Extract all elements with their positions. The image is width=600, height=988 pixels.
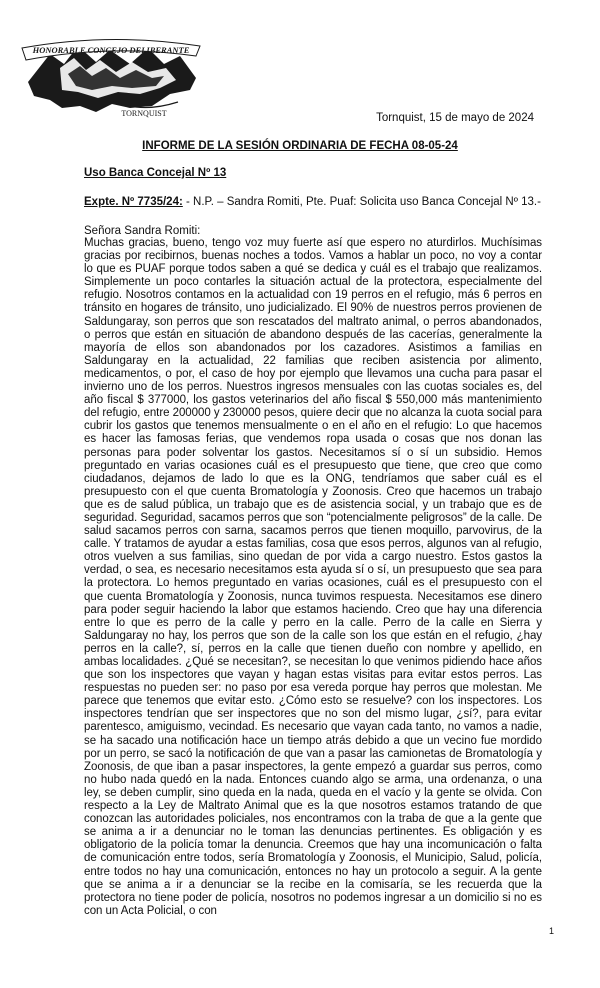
- logo-banner-text: HONORABLE CONCEJO DELIBERANTE: [32, 45, 190, 55]
- expediente-number: Expte. Nº 7735/24:: [84, 196, 183, 208]
- expediente-line: [84, 196, 541, 208]
- section-heading: Uso Banca Concejal Nº 13: [84, 167, 227, 179]
- logo-city-text: TORNQUIST: [121, 109, 167, 118]
- document-title: INFORME DE LA SESIÓN ORDINARIA DE FECHA 08-05-24: [142, 140, 458, 152]
- expediente-description: - N.P. – Sandra Romiti, Pte. Puaf: Solicita uso Banca Concejal Nº 13.-: [182, 196, 541, 208]
- speaker-name: Señora Sandra Romiti:: [84, 225, 201, 237]
- document-date: Tornquist, 15 de mayo de 2024: [376, 112, 534, 124]
- speech-body: Muchas gracias, bueno, tengo voz muy fuerte así que espero no aturdirlos. Muchísimas gracias por recibirnos, buenas noches a todos. Vamos a hablar un poco, no voy a contar lo que es PUAF porque todos saben a qué se dedica y cuál es el trabajo que realizamos. Simplemente un poco contarles la situación actual de la protectora, especialmente del refugio. Nosotros contamos en la actualidad con 19 perros en el refugio, más 6 perros en tránsito en hogares de tránsito, uno judicializado. El 90% de nuestros perros provienen de Saldungaray, son perros que son rescatados del maltrato animal, o perros abandonados, o perros que están en situación de abandono después de las cacerías, generalmente la mayoría de ellos son abandonados por los cazadores. Asistimos a familias en Saldungaray en la actualidad, 22 familias que reciben asistencia por alimento, medicamentos, o por, el caso de hoy por ejemplo que llevamos una cucha para pasar el invierno uno de los perros. Nuestros ingresos mensuales con las cuotas sociales es, del año fiscal $ 377000, los gastos veterinarios del año fiscal $ 550,000 más mantenimiento del refugio, entre 200000 y 230000 pesos, quiere decir que no alcanza la cuota social para cubrir los gastos que tenemos mensualmente o en el año en el refugio: Lo que hacemos es hacer las famosas ferias, que vendemos ropa usada o cosas que nos donan las personas para poder solventar los gastos. Necesitamos sí o sí un subsidio. Hemos preguntado en varias ocasiones cuál es el presupuesto que tiene, que creo que como ciudadanos, dejamos de lado lo que es la ONG, tendríamos que saber cuál es el presupuesto con el que cuenta Bromatología y Zoonosis. Creo que hacemos un trabajo que es de salud pública, un trabajo que es de asistencia social, y un trabajo que es de seguridad. Seguridad, sacamos perros que son “potencialmente peligrosos” de la calle. De salud sacamos perros con sarna, sacamos perros que tienen moquillo, parvovirus, de la calle. Y tratamos de ayudar a estas familias, cosa que esos perros, algunos van al refugio, otros vuelven a sus familias, sino quedan de por vida a cargo nuestro. Estos gastos la verdad, o sea, es necesario necesitamos esta ayuda sí o sí, un presupuesto que sea para la protectora. Lo hemos preguntado en varias ocasiones, cuál es el presupuesto con el que cuenta Bromatología y Zoonosis, nunca tuvimos respuesta. Necesitamos ese dinero para poder seguir haciendo la labor que estamos haciendo. Creo que hay una diferencia entre lo que es perro de la calle y perro en la calle. Perro de la calle en Sierra y Saldungaray no hay, los perros que son de la calle son los que están en el refugio, ¿hay perros en la calle?, sí, perros en la calle que tienen dueño con nombre y apellido, en ambas localidades. ¿Qué se necesitan?, se necesitan lo que venimos pidiendo hace años que son los inspectores que vayan y hagan estas visitas para evitar estos perros. Las respuestas no pueden ser: no paso por esa vereda porque hay perros que molestan. Me parece que tenemos que evitar esto. ¿Cómo esto se resuelve? con los inspectores. Los inspectores tendrían que ser inspectores que no son del mismo lugar, ¿sí?, para evitar parentesco, amiguismo, vecindad. Es necesario que vayan cada tanto, no vamos a nadie, se ha sacado una notificación hace un tiempo atrás debido a que un vecino fue mordido por un perro, se sacó la notificación de que van a pasar las camionetas de Bromatología y Zoonosis, de que iban a pasar inspectores, la gente empezó a guardar sus perros, como no hubo nada quedó en la nada. Entonces cuando algo se arma, una ordenanza, o una ley, se deben cumplir, sino queda en la nada, queda en el vacío y la gente se olvida. Con respecto a la Ley de Maltrato Animal que es la que nosotros estamos tratando de que conozcan las autoridades policiales, nos encontramos con la traba de que a la gente que se anima a ir a denunciar no le toman las denuncias pertinentes. Es obligación y es obligatorio de la policía tomar la denuncia. Creemos que hay una incomunicación o falta de comunicación entre todos, sería Bromatología y Zoonosis, el Municipio, Salud, policía, entre todos no hay una comunicación, entonces no hay un protocolo a seguir. A la gente que se anima a ir a denunciar se la recibe en la comisaría, se les recuerda que la protectora no tiene poder de policía, nosotros no podemos ingresar a un domicilio si no es con un Acta Policial, o con: [84, 237, 542, 917]
- council-logo: [20, 34, 202, 118]
- page-number: 1: [548, 926, 554, 936]
